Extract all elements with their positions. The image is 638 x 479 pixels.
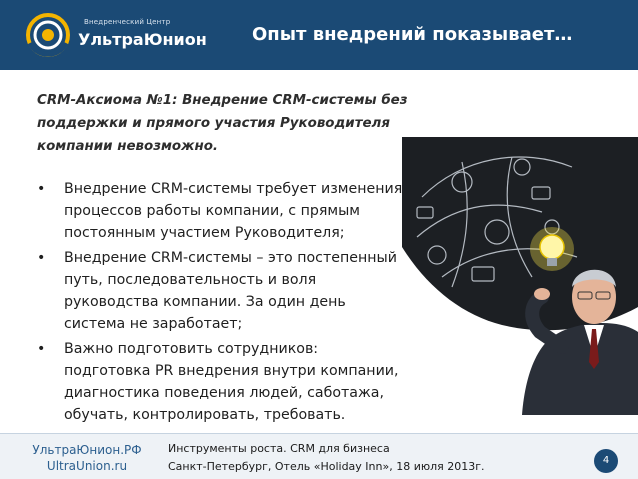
bullet-list bbox=[37, 178, 407, 429]
bullet-item bbox=[37, 338, 407, 426]
bullet-icon: • bbox=[37, 250, 46, 266]
page-title: Опыт внедрений показывает… bbox=[252, 24, 573, 45]
bullet-item bbox=[37, 178, 407, 244]
bullet-item bbox=[37, 247, 407, 335]
ultraunion-logo[interactable] bbox=[26, 9, 226, 61]
event-title: Инструменты роста. CRM для бизнеса bbox=[168, 442, 390, 455]
axiom-heading: CRM-Аксиома №1: Внедрение CRM-системы без поддержки и прямого участия Руководителя компании невозможно. bbox=[37, 93, 408, 154]
bullet-text: Важно подготовить сотрудников: подготовка PR внедрения внутри компании, диагностика поведения людей, саботажа, обучать, контролировать, требовать. bbox=[64, 341, 399, 423]
bullet-text: Внедрение CRM-системы требует изменения процессов работы компании, с прямым постоянным участием Руководителя; bbox=[64, 181, 403, 241]
bullet-text: Внедрение CRM-системы – это постепенный путь, последовательность и воля руководства компании. За один день система не заработает; bbox=[64, 250, 397, 332]
ultraunion-logo-icon bbox=[26, 13, 70, 57]
bullet-icon: • bbox=[37, 181, 46, 197]
logo-name: УльтраЮнион bbox=[78, 30, 207, 49]
site-links bbox=[28, 442, 146, 474]
crm-concept-photo bbox=[402, 137, 638, 415]
logo-tagline: Внедренческий Центр bbox=[84, 18, 171, 26]
site-link-en[interactable]: UltraUnion.ru bbox=[46, 459, 128, 473]
event-location-date: Санкт-Петербург, Отель «Holiday Inn», 18 июля 2013г. bbox=[168, 460, 485, 473]
event-info bbox=[168, 440, 485, 476]
bullet-icon: • bbox=[37, 341, 46, 357]
page-number-badge: 4 bbox=[594, 449, 618, 473]
lightbulb-icon bbox=[530, 227, 574, 271]
site-link-ru[interactable]: УльтраЮнион.РФ bbox=[32, 443, 142, 457]
header-bar bbox=[0, 0, 638, 70]
